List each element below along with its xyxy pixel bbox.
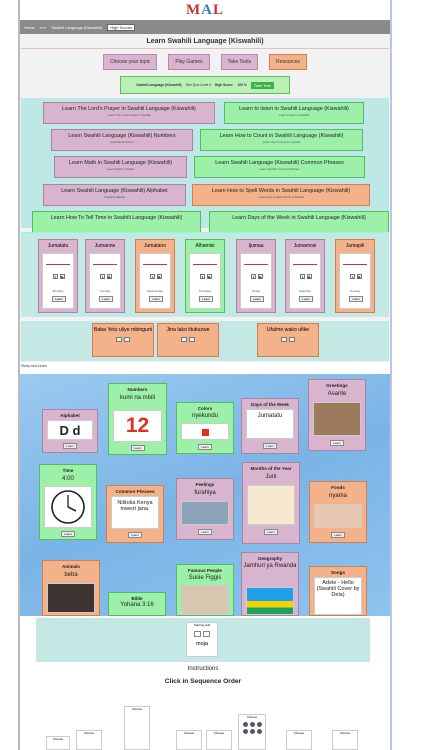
- day-card[interactable]: Ijumaa ⏸ ▶ Friday Learn: [236, 239, 276, 313]
- prayer-card[interactable]: Jina lako litukuzwe: [157, 323, 219, 357]
- animals-photo: [47, 583, 95, 613]
- logo-l: L: [213, 2, 225, 18]
- nav-current[interactable]: Swahili Language (Kiswahili): [51, 24, 103, 30]
- learn-button[interactable]: Learn: [198, 444, 212, 450]
- day-card[interactable]: Alhamisi ⏸ ▶ Thursday Learn: [185, 239, 225, 313]
- nav-sep: »»»: [39, 24, 47, 30]
- high-scores-button[interactable]: High Scores: [107, 24, 135, 31]
- learn-button[interactable]: Learn: [61, 531, 75, 537]
- prayer-card[interactable]: Ufalme wako ufike: [257, 323, 319, 357]
- play-icon: [189, 337, 195, 342]
- card-alphabet[interactable]: Alphabet D d Learn: [42, 409, 98, 453]
- logo-m: M: [185, 2, 202, 18]
- instructions-heading: Instructions: [187, 666, 219, 672]
- rwanda-flag: [246, 587, 294, 615]
- study-learn-label: Study and Learn: [18, 362, 392, 371]
- play-icon: ▶: [308, 275, 311, 279]
- greetings-photo: [313, 402, 361, 436]
- pause-icon: ⏸: [351, 275, 354, 279]
- play-icon: ▶: [61, 275, 64, 279]
- feelings-photo: [181, 501, 229, 525]
- day-card[interactable]: Jumanne ⏸ ▶ Tuesday Learn: [85, 239, 125, 313]
- quiz-label: Swahili Language (Kiswahili): [136, 83, 182, 87]
- pause-icon: ⏸: [201, 275, 204, 279]
- play-icon: ▶: [108, 275, 111, 279]
- famous-photo: [181, 585, 229, 615]
- left-border: [18, 0, 20, 750]
- learn-button[interactable]: Learn: [52, 296, 66, 302]
- lesson-lords-prayer[interactable]: Learn The Lord's Prayer in Swahili Language (Kiswahili) Learn The Lord's Prayer in Swahili: [43, 102, 215, 124]
- breadcrumb: [18, 20, 392, 34]
- choice-card[interactable]: Choose: [238, 714, 266, 750]
- choice-card[interactable]: Choose: [124, 706, 150, 750]
- choice-card[interactable]: Choose: [286, 730, 312, 750]
- play-icon: ▶: [208, 275, 211, 279]
- card-geography[interactable]: Geography Jamhuri ya Rwanda: [241, 552, 299, 616]
- choice-card[interactable]: Choose: [46, 736, 70, 750]
- nav-home[interactable]: Home: [24, 24, 35, 30]
- pause-icon: [281, 337, 287, 342]
- study-board: [18, 374, 392, 616]
- menu-choose-topic[interactable]: Choose your topic: [103, 54, 157, 70]
- choice-card[interactable]: Choose: [76, 730, 102, 750]
- quiz-level: Mini Quiz Level 4: [185, 83, 211, 87]
- starting-with-card: Starting with moja: [186, 622, 218, 657]
- card-months[interactable]: Months of the Year Juni Learn: [242, 462, 300, 544]
- pause-icon: ⏸: [252, 275, 255, 279]
- quiz-score: 100 %: [237, 83, 247, 87]
- choice-card[interactable]: Choose: [206, 730, 232, 750]
- months-picture: [247, 485, 295, 525]
- learn-button[interactable]: Learn: [250, 296, 264, 302]
- learn-button[interactable]: Learn: [149, 296, 163, 302]
- lesson-numbers[interactable]: Learn Swahili Language (Kiswahili) Numbers Kiswahili Numbers: [51, 129, 193, 151]
- learn-button[interactable]: Learn: [63, 443, 77, 449]
- menu-resources[interactable]: Resources: [269, 54, 307, 70]
- lesson-spell-words[interactable]: Learn How to Spell Words in Swahili Language (Kiswahili) Learn How to Spell Words in Swahili: [192, 184, 370, 206]
- learn-button[interactable]: Learn: [263, 443, 277, 449]
- choice-card[interactable]: Choose: [176, 730, 202, 750]
- learn-button[interactable]: Learn: [330, 440, 344, 446]
- lesson-listen[interactable]: Learn to listen in Swahili Language (Kiswahili) Learn to listen in Swahili: [224, 102, 364, 124]
- learn-button[interactable]: Learn: [349, 296, 363, 302]
- scrollbar[interactable]: [390, 0, 392, 750]
- color-swatch: [202, 429, 209, 436]
- days-carousel: [21, 232, 389, 317]
- card-foods[interactable]: Foods nyama Learn: [309, 481, 367, 543]
- lesson-common-phrases[interactable]: Learn Swahili Language (Kiswahili) Common Phrases Learn Swahili Common Phrases: [194, 156, 365, 178]
- day-card[interactable]: Jumatatu ⏸ ▶ Monday Learn: [38, 239, 78, 313]
- page-title: Learn Swahili Language (Kiswahili): [21, 36, 389, 49]
- day-card[interactable]: Jumatano ⏸ ▶ Wednesday Learn: [135, 239, 175, 313]
- learn-button[interactable]: Learn: [299, 296, 313, 302]
- play-icon: ▶: [358, 275, 361, 279]
- pause-icon: ⏸: [54, 275, 57, 279]
- pause-icon[interactable]: [194, 631, 201, 637]
- logo-a: A: [201, 2, 213, 18]
- card-feelings[interactable]: Feelings furahiya Learn: [176, 478, 234, 540]
- menu-play-games[interactable]: Play Games: [168, 54, 209, 70]
- choice-card[interactable]: Choose: [332, 730, 358, 750]
- quiz-score-label: High Score:: [214, 83, 234, 87]
- card-days[interactable]: Days of the Week Jumatatu Learn: [241, 398, 299, 454]
- lesson-days-week[interactable]: Learn Days of the Week in Swahili Language (Kiswahili): [209, 211, 389, 233]
- play-icon: ▶: [259, 275, 262, 279]
- day-card[interactable]: Jumamosi ⏸ ▶ Saturday Learn: [285, 239, 325, 313]
- lesson-list: [21, 98, 389, 228]
- learn-button[interactable]: Learn: [99, 296, 113, 302]
- pause-icon: ⏸: [151, 275, 154, 279]
- lesson-count[interactable]: Learn How to Count in Swahili Language (Kiswahili) Learn How to Count in Swahili: [200, 129, 363, 151]
- play-icon: [289, 337, 295, 342]
- card-songs[interactable]: Songs Adele - Hello (Swahili Cover by Dela): [309, 566, 367, 616]
- learn-button[interactable]: Learn: [264, 529, 278, 535]
- learn-button[interactable]: Learn: [331, 532, 345, 538]
- sequence-instruction: Click in Sequence Order: [164, 678, 242, 685]
- card-time[interactable]: Time 4:00 Learn: [39, 464, 97, 540]
- card-colors[interactable]: Colors nyekundu Learn: [176, 402, 234, 454]
- pause-icon: ⏸: [301, 275, 304, 279]
- learn-button[interactable]: Learn: [199, 296, 213, 302]
- mal-logo[interactable]: [18, 0, 392, 20]
- prayer-card[interactable]: Baba Yetu uliye mbinguni: [92, 323, 154, 357]
- learn-button[interactable]: Learn: [131, 445, 145, 451]
- clock-icon: [48, 487, 88, 527]
- play-icon: ▶: [158, 275, 161, 279]
- sequence-header: [36, 618, 370, 662]
- take-test-button[interactable]: Take Test: [251, 82, 274, 89]
- play-icon: [124, 337, 130, 342]
- card-famous-people[interactable]: Famous People Susie Figgis: [176, 564, 234, 616]
- lesson-tell-time[interactable]: Learn How To Tell Time in Swahili Language (Kiswahili): [32, 211, 201, 233]
- card-numbers[interactable]: Numbers kumi na mbili 12 Learn: [108, 383, 167, 455]
- lesson-math[interactable]: Learn Math in Swahili Language (Kiswahili) Learn Math in Swahili: [54, 156, 187, 178]
- pause-icon: [181, 337, 187, 342]
- pause-icon: [116, 337, 122, 342]
- sequence-game: [36, 618, 370, 750]
- dots-icon: [239, 722, 265, 734]
- lesson-alphabet[interactable]: Learn Swahili Language (Kiswahili) Alphabet Kiswahili alfabeti: [43, 184, 186, 206]
- play-icon[interactable]: [203, 631, 210, 637]
- foods-photo: [314, 504, 362, 528]
- learn-button[interactable]: Learn: [128, 532, 142, 538]
- topic-menu: [21, 54, 389, 70]
- card-common-phrases[interactable]: Common Phrases Nilitoka Kenya mwezi jana. Learn: [106, 485, 164, 543]
- quiz-bar: [120, 76, 290, 94]
- menu-take-tests[interactable]: Take Tests: [221, 54, 259, 70]
- prayer-carousel: [21, 321, 389, 361]
- card-animals[interactable]: Animals beba: [42, 560, 100, 616]
- card-greetings[interactable]: Greetings Asante Learn: [308, 379, 366, 451]
- card-bible[interactable]: Bible Yohana 3:16: [108, 592, 166, 616]
- day-card[interactable]: Jumapili ⏸ ▶ Sunday Learn: [335, 239, 375, 313]
- learn-button[interactable]: Learn: [198, 529, 212, 535]
- topic-section: [18, 34, 392, 363]
- pause-icon: ⏸: [101, 275, 104, 279]
